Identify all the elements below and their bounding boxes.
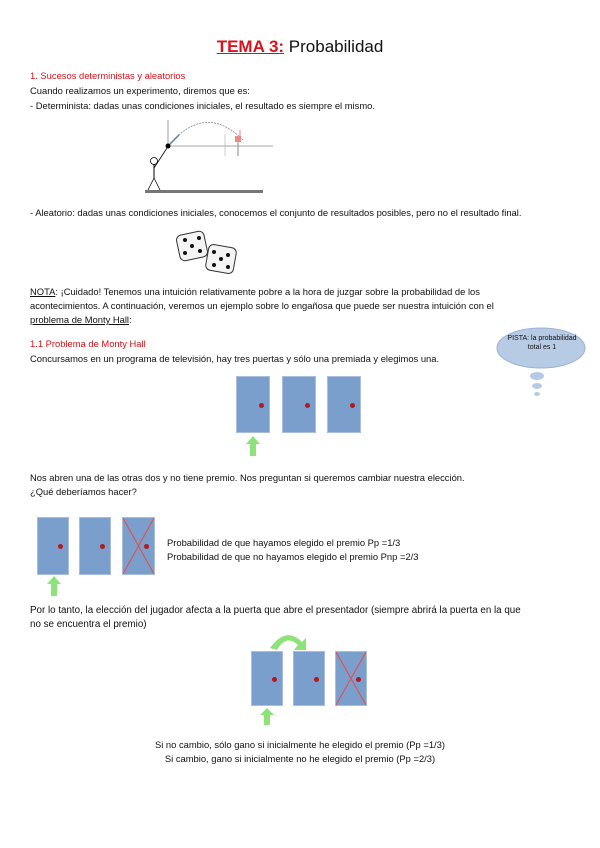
door-knob <box>259 403 264 408</box>
up-arrow-icon <box>246 436 260 456</box>
door-2 <box>293 651 325 706</box>
dice-image <box>175 230 243 276</box>
projectile-diagram <box>143 116 278 198</box>
door-1 <box>251 651 283 706</box>
door-knob <box>314 677 319 682</box>
nota-line-3 <box>30 314 132 326</box>
section-heading-1-1: 1.1 Problema de Monty Hall <box>30 338 146 349</box>
conclusion-line-1: Por lo tanto, la elección del jugador afecta a la puerta que abre el presentador (siempre abrirá la puerta en la que <box>30 605 521 616</box>
section-heading-1: 1. Sucesos deterministas y aleatorios <box>30 70 186 81</box>
nota-text: : ¡Cuidado! Tenemos una intuición relativamente pobre a la hora de juzgar sobre la probabilidad de los <box>55 286 480 297</box>
intro-text: Cuando realizamos un experimento, diremos que es: <box>30 85 250 96</box>
door-3-opened <box>335 651 367 706</box>
open-line-2: ¿Qué deberíamos hacer? <box>30 486 137 497</box>
monty-hall-link[interactable]: problema de Monty Hall <box>30 314 130 325</box>
up-arrow-icon <box>260 708 274 725</box>
title-text: Probabilidad <box>288 37 384 56</box>
aleatorio-text: - Aleatorio: dadas unas condiciones iniciales, conocemos el conjunto de resultados posibles, pero no el resultado final. <box>30 207 522 218</box>
nota-colon: : <box>129 314 132 325</box>
up-arrow-icon <box>47 576 61 596</box>
prob-not-chosen-text: Probabilidad de que no hayamos elegido el premio Pnp =2/3 <box>167 551 419 562</box>
conclusion-line-2: no se encuentra el premio) <box>30 619 147 630</box>
nota-label: NOTA <box>30 286 56 297</box>
monty-intro: Concursamos en un programa de televisión, hay tres puertas y sólo una premiada y elegimos una. <box>30 353 440 364</box>
door-3-opened <box>122 517 155 575</box>
open-line-1: Nos abren una de las otras dos y no tiene premio. Nos preguntan si queremos cambiar nuestra elección. <box>30 472 465 483</box>
door-knob <box>272 677 277 682</box>
cross-icon <box>336 652 366 705</box>
final-switch: Si cambio, gano si inicialmente no he elegido el premio (Pp =2/3) <box>164 753 436 764</box>
door-knob <box>58 544 63 549</box>
final-no-switch: Si no cambio, sólo gano si inicialmente he elegido el premio (Pp =1/3) <box>154 739 445 750</box>
door-3 <box>327 376 361 433</box>
door-2 <box>79 517 111 575</box>
nota-line-2: acontecimientos. A continuación, veremos un ejemplo sobre lo engañosa que puede ser nuestra intuición con el <box>30 300 494 311</box>
door-knob <box>305 403 310 408</box>
title-label: TEMA 3: <box>216 37 285 56</box>
door-knob <box>100 544 105 549</box>
page-title <box>0 36 600 58</box>
door-1 <box>236 376 270 433</box>
cross-icon <box>123 518 154 574</box>
nota-line-1 <box>30 286 480 298</box>
door-1 <box>37 517 69 575</box>
door-2 <box>282 376 316 433</box>
prob-chosen-text: Probabilidad de que hayamos elegido el premio Pp =1/3 <box>167 537 401 548</box>
hint-text: PISTA: la probabilidad total es 1 <box>507 335 577 351</box>
door-knob <box>350 403 355 408</box>
switch-arrow-icon <box>268 632 310 652</box>
determinista-text: - Determinista: dadas unas condiciones iniciales, el resultado es siempre el mismo. <box>30 100 375 111</box>
